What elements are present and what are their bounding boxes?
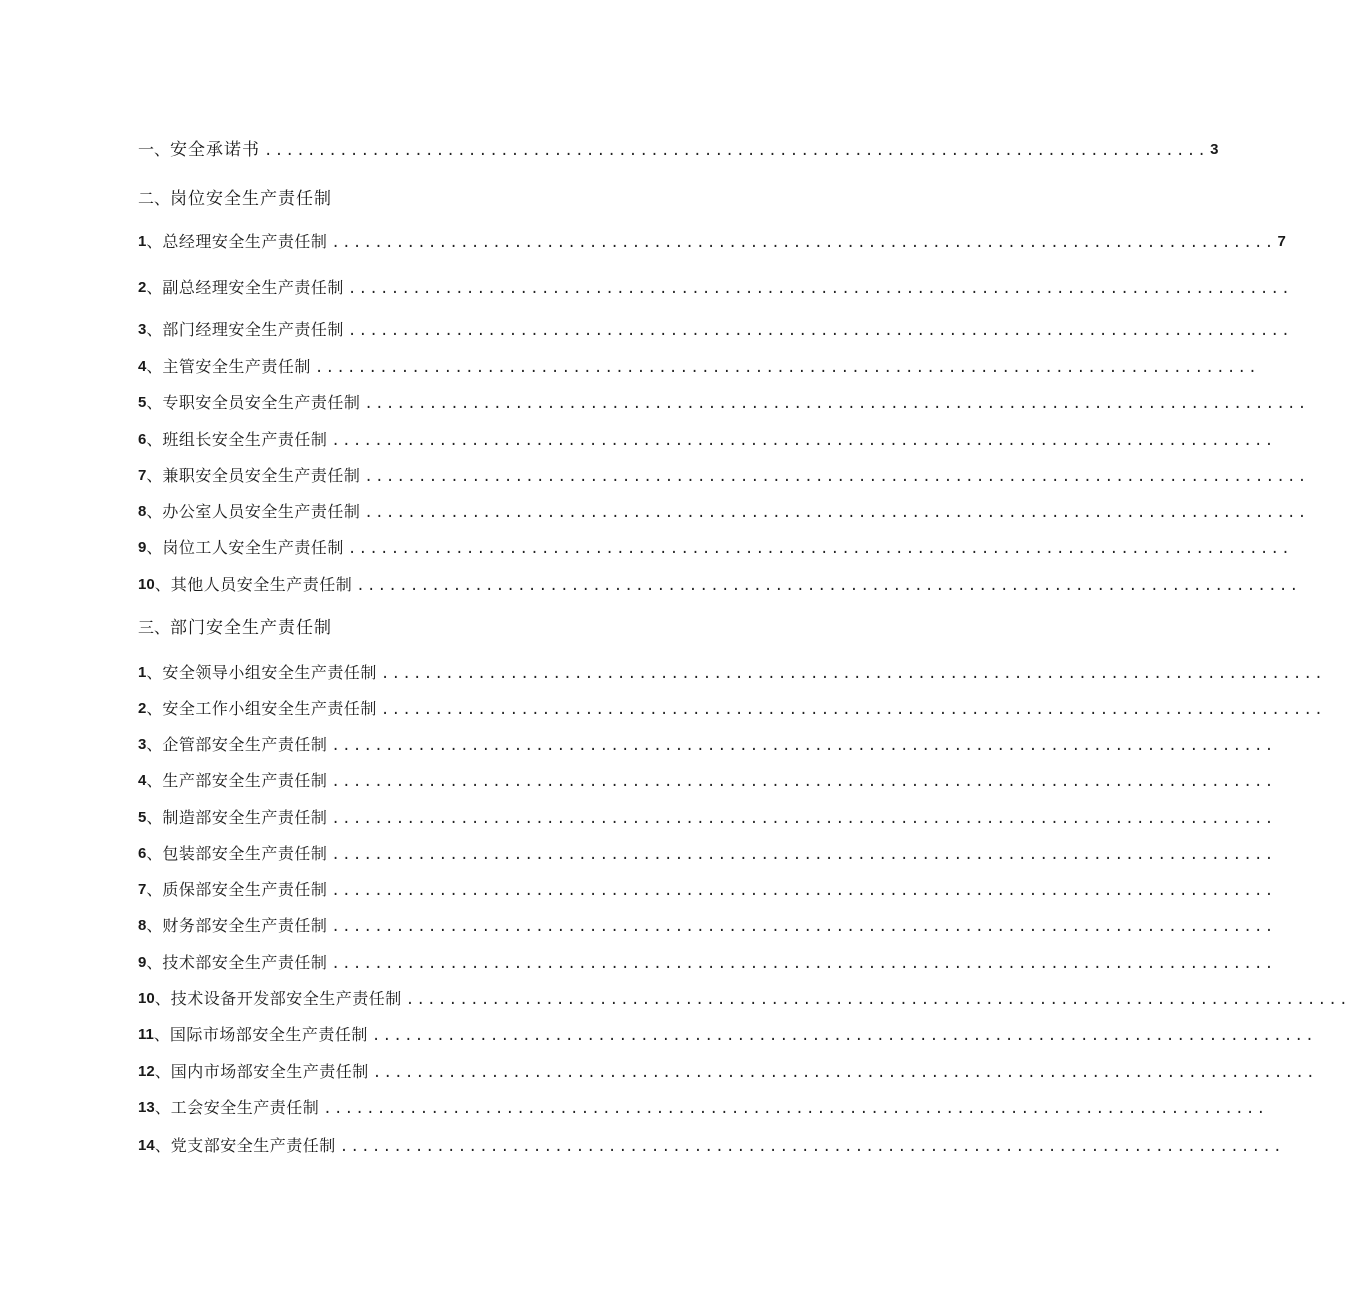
toc-leader: ........................................................................................ — [339, 1139, 1284, 1155]
toc-leader: ........................................................................................ — [331, 956, 1276, 972]
toc-number: 8 — [138, 917, 147, 934]
toc-title: 安全领导小组安全生产责任制 — [162, 663, 377, 682]
toc-separator: 、 — [154, 189, 171, 208]
toc-item[interactable] — [138, 912, 1276, 938]
toc-item[interactable] — [138, 462, 1309, 488]
toc-separator: 、 — [154, 1062, 171, 1081]
toc-title: 总经理安全生产责任制 — [162, 232, 328, 251]
toc-number: 4 — [138, 772, 147, 789]
toc-title: 国内市场部安全生产责任制 — [170, 1062, 369, 1081]
toc-title: 工会安全生产责任制 — [170, 1098, 320, 1117]
toc-separator: 、 — [153, 1025, 170, 1044]
toc-number: 14 — [138, 1137, 155, 1154]
toc-item[interactable] — [138, 985, 1350, 1011]
toc-leader: ........................................................................................ — [323, 1101, 1268, 1117]
toc-title: 办公室人员安全生产责任制 — [162, 502, 361, 521]
toc-number: 1 — [138, 664, 147, 681]
toc-title: 部门安全生产责任制 — [170, 618, 333, 638]
toc-leader: ........................................................................................ — [380, 702, 1326, 718]
toc-separator: 、 — [154, 1136, 171, 1155]
toc-leader: ........................................................................................ — [264, 143, 1209, 159]
toc-separator: 、 — [146, 699, 163, 718]
toc-title: 主管安全生产责任制 — [162, 357, 311, 376]
toc-separator: 、 — [146, 320, 163, 339]
toc-number: 10 — [138, 990, 155, 1007]
toc-item[interactable] — [138, 1094, 1268, 1120]
toc-separator: 、 — [146, 393, 163, 412]
toc-separator: 、 — [146, 808, 163, 827]
toc-item[interactable] — [138, 353, 1260, 379]
toc-item[interactable] — [138, 1132, 1284, 1158]
toc-number: 8 — [138, 503, 147, 520]
toc-number: 6 — [138, 431, 147, 448]
toc-leader: ........................................................................................ — [347, 323, 1293, 339]
toc-item[interactable] — [138, 840, 1276, 866]
toc-title: 安全工作小组安全生产责任制 — [162, 699, 377, 718]
toc-leader: ........................................................................................ — [347, 541, 1293, 557]
toc-separator: 、 — [154, 618, 171, 637]
toc-number: 一 — [138, 140, 155, 159]
toc-separator: 、 — [154, 140, 171, 159]
toc-separator: 、 — [146, 502, 163, 521]
toc-separator: 、 — [146, 916, 163, 935]
toc-leader: ........................................................................................ — [331, 235, 1276, 251]
toc-leader: ........................................................................................ — [405, 992, 1350, 1008]
toc-leader: ........................................................................................ — [331, 847, 1276, 863]
toc-item[interactable] — [138, 534, 1293, 560]
toc-title: 财务部安全生产责任制 — [162, 916, 328, 935]
toc-separator: 、 — [146, 278, 163, 297]
toc-separator: 、 — [146, 880, 163, 899]
toc-number: 5 — [138, 394, 147, 411]
toc-title: 生产部安全生产责任制 — [162, 771, 328, 790]
toc-item[interactable] — [138, 389, 1309, 415]
toc-number: 9 — [138, 539, 147, 556]
toc-title: 岗位工人安全生产责任制 — [162, 538, 344, 557]
toc-item[interactable] — [138, 274, 1293, 300]
toc-title: 制造部安全生产责任制 — [162, 808, 328, 827]
toc-number: 5 — [138, 809, 147, 826]
toc-number: 7 — [138, 467, 147, 484]
toc-number: 3 — [138, 321, 147, 338]
toc-separator: 、 — [146, 466, 163, 485]
toc-item[interactable] — [138, 498, 1309, 524]
toc-title: 兼职安全员安全生产责任制 — [162, 466, 361, 485]
toc-separator: 、 — [146, 663, 163, 682]
toc-title: 副总经理安全生产责任制 — [162, 278, 344, 297]
toc-leader: ........................................................................................ — [347, 281, 1293, 297]
toc-title: 质保部安全生产责任制 — [162, 880, 328, 899]
toc-item[interactable] — [138, 767, 1276, 793]
toc-item[interactable] — [138, 659, 1326, 685]
toc-title: 党支部安全生产责任制 — [170, 1136, 336, 1155]
toc-item[interactable] — [138, 228, 1286, 254]
toc-leader: ........................................................................................ — [372, 1065, 1317, 1081]
toc-leader: ........................................................................................ — [331, 811, 1276, 827]
toc-number: 3 — [138, 736, 147, 753]
toc-title: 技术设备开发部安全生产责任制 — [170, 989, 402, 1008]
toc-title: 部门经理安全生产责任制 — [162, 320, 344, 339]
toc-leader: ........................................................................................ — [331, 738, 1276, 754]
toc-title: 班组长安全生产责任制 — [162, 430, 328, 449]
toc-number: 二 — [138, 189, 155, 208]
toc-separator: 、 — [146, 771, 163, 790]
toc-leader: ........................................................................................ — [331, 883, 1276, 899]
toc-item[interactable] — [138, 426, 1276, 452]
toc-section-post-responsibility[interactable] — [138, 185, 766, 211]
toc-title: 安全承诺书 — [170, 140, 261, 160]
toc-number: 2 — [138, 700, 147, 717]
toc-leader: ........................................................................................ — [380, 666, 1326, 682]
toc-leader: ........................................................................................ — [364, 396, 1309, 412]
toc-separator: 、 — [146, 538, 163, 557]
toc-number: 10 — [138, 576, 155, 593]
toc-title: 岗位安全生产责任制 — [170, 189, 333, 209]
toc-title: 专职安全员安全生产责任制 — [162, 393, 361, 412]
toc-section-department-responsibility[interactable] — [138, 614, 766, 640]
toc-separator: 、 — [146, 430, 163, 449]
toc-separator: 、 — [146, 232, 163, 251]
toc-item[interactable] — [138, 876, 1276, 902]
toc-leader: ........................................................................................ — [371, 1028, 1317, 1044]
toc-leader: ........................................................................................ — [331, 433, 1276, 449]
toc-title: 包装部安全生产责任制 — [162, 844, 328, 863]
toc-item[interactable] — [138, 1058, 1317, 1084]
toc-item[interactable] — [138, 949, 1276, 975]
toc-separator: 、 — [146, 953, 163, 972]
toc-separator: 、 — [146, 357, 163, 376]
toc-item[interactable] — [138, 804, 1276, 830]
toc-number: 9 — [138, 954, 147, 971]
toc-number: 13 — [138, 1099, 155, 1116]
toc-number: 7 — [138, 881, 147, 898]
toc-leader: ........................................................................................ — [364, 469, 1309, 485]
toc-number: 2 — [138, 279, 147, 296]
toc-leader: ........................................................................................ — [331, 919, 1276, 935]
toc-number: 11 — [138, 1026, 154, 1043]
toc-item[interactable] — [138, 571, 1301, 597]
toc-leader: ........................................................................................ — [331, 774, 1276, 790]
toc-page-number: 7 — [1277, 233, 1286, 250]
toc-title: 企管部安全生产责任制 — [162, 735, 328, 754]
toc-number: 1 — [138, 233, 147, 250]
toc-separator: 、 — [154, 575, 171, 594]
toc-number: 4 — [138, 358, 147, 375]
toc-leader: ........................................................................................ — [314, 360, 1260, 376]
toc-title: 其他人员安全生产责任制 — [170, 575, 353, 594]
toc-item[interactable] — [138, 695, 1326, 721]
toc-section-safety-pledge[interactable] — [138, 136, 1219, 162]
toc-item[interactable] — [138, 731, 1276, 757]
toc-number: 6 — [138, 845, 147, 862]
toc-number: 12 — [138, 1063, 155, 1080]
toc-leader: ........................................................................................ — [356, 578, 1301, 594]
toc-item[interactable] — [138, 1021, 1317, 1047]
toc-title: 技术部安全生产责任制 — [162, 953, 328, 972]
toc-page-number: 3 — [1210, 141, 1219, 158]
toc-separator: 、 — [154, 1098, 171, 1117]
toc-separator: 、 — [154, 989, 171, 1008]
toc-leader: ........................................................................................ — [364, 505, 1309, 521]
toc-item[interactable] — [138, 316, 1293, 342]
toc-number: 三 — [138, 618, 155, 637]
toc-title: 国际市场部安全生产责任制 — [169, 1025, 368, 1044]
toc-separator: 、 — [146, 844, 163, 863]
toc-separator: 、 — [146, 735, 163, 754]
